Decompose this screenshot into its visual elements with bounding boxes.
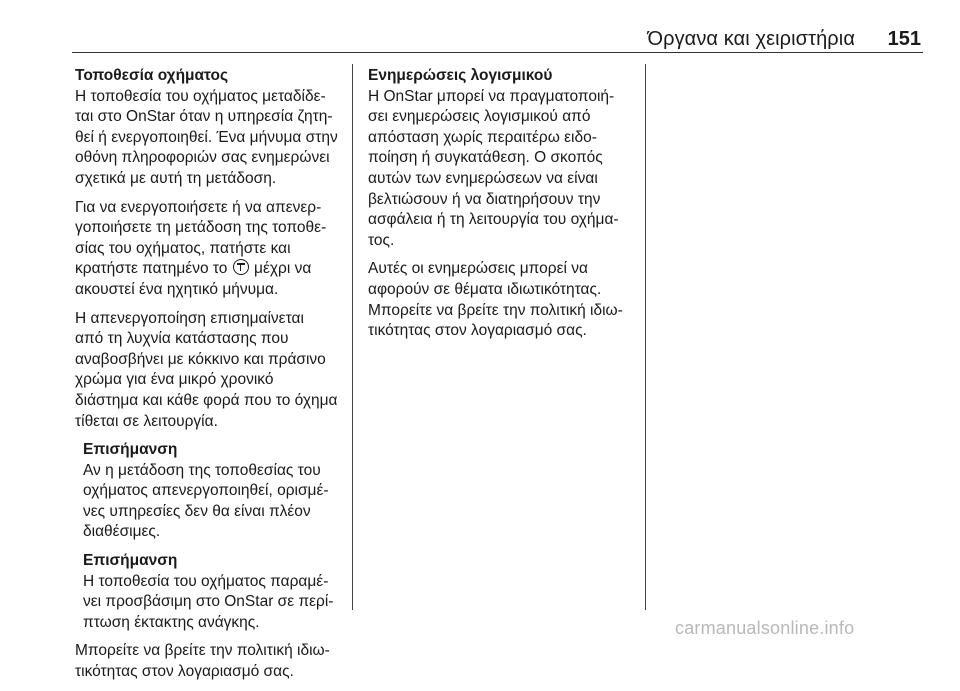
text-line: αυτών των ενημερώσεων να είναι (368, 169, 598, 187)
text-line: Η OnStar μπορεί να πραγματοποιή‐ (368, 87, 615, 105)
text-line: ποίηση ή συγκατάθεση. Ο σκοπός (368, 149, 603, 167)
text-line: τος. (368, 231, 395, 249)
text-line: βελτιώσουν ή να διατηρήσουν την (368, 190, 601, 208)
paragraph (75, 87, 347, 190)
section-title-vehicle-location: Τοποθεσία οχήματος (75, 67, 229, 84)
text-line: Μπορείτε να βρείτε την πολιτική ιδιω‐ (75, 642, 330, 660)
left-column (75, 66, 347, 691)
note-title: Επισήμανση (83, 441, 178, 459)
text-line: τικότητας στον λογαριασμό σας. (75, 663, 294, 681)
paragraph (368, 87, 640, 252)
onstar-privacy-icon (233, 259, 249, 275)
text-line: σχετικά με αυτή τη μετάδοση. (75, 169, 277, 187)
paragraph (75, 309, 347, 433)
text-line: οθόνη πληροφοριών σας ενημερώνει (75, 149, 330, 167)
text-line: Αυτές οι ενημερώσεις μπορεί να (368, 260, 588, 278)
text-line: Μπορείτε να βρείτε την πολιτική ιδιω‐ (368, 301, 623, 319)
paragraph (75, 198, 347, 301)
note-box (83, 551, 347, 633)
text-line: ασφάλεια ή τη λειτουργία του οχήμα‐ (368, 211, 619, 229)
text-line: γοποιήσετε τη μετάδοση της τοποθε‐ (75, 219, 327, 237)
text-line: χρώμα για ένα μικρό χρονικό (75, 371, 274, 389)
note-title: Επισήμανση (83, 552, 178, 570)
text-line: ακουστεί ένα ηχητικό μήνυμα. (75, 280, 279, 298)
paragraph (75, 641, 347, 682)
page-header (72, 26, 923, 53)
text-line: αφορούν σε θέματα ιδιωτικότητας. (368, 280, 602, 298)
text-line: Η απενεργοποίηση επισημαίνεται (75, 309, 304, 327)
text-line: διαθέσιμες. (83, 523, 161, 541)
text-line: νει προσβάσιμη στο OnStar σε περί‐ (83, 593, 334, 611)
text-line: οχήματος απενεργοποιηθεί, ορισμέ‐ (83, 482, 329, 500)
text-line: Αν η μετάδοση της τοποθεσίας του (83, 461, 321, 479)
text-line: θεί ή ενεργοποιηθεί. Ένα μήνυμα στην (75, 128, 338, 146)
right-column (368, 66, 640, 350)
text-line: Η τοποθεσία του οχήματος μεταδίδε‐ (75, 87, 326, 105)
text-line: από τη λυχνία κατάστασης που (75, 330, 289, 348)
text-line: αναβοσβήνει με κόκκινο και πράσινο (75, 350, 326, 368)
text-line: διάστημα και κάθε φορά που το όχημα (75, 391, 338, 409)
column-divider (352, 64, 353, 610)
text-line: νες υπηρεσίες δεν θα είναι πλέον (83, 502, 311, 520)
column-divider (645, 64, 646, 610)
text-fragment: κρατήστε πατημένο το (75, 260, 228, 278)
text-line: Η τοποθεσία του οχήματος παραμέ‐ (83, 572, 329, 590)
page-number: 151 (887, 28, 921, 50)
text-line: σίας του οχήματος, πατήστε και (75, 239, 291, 257)
header-title: Όργανα και χειριστήρια (647, 28, 855, 50)
text-line: ται στο OnStar όταν η υπηρεσία ζητη‐ (75, 108, 333, 126)
text-line: πτωση έκτακτης ανάγκης. (83, 613, 260, 631)
text-line (75, 259, 347, 280)
note-box (83, 440, 347, 543)
text-fragment: μέχρι να (254, 260, 312, 278)
text-line: σει ενημερώσεις λογισμικού από (368, 108, 591, 126)
text-line: απόσταση χωρίς περαιτέρω ειδο‐ (368, 128, 597, 146)
text-line: Για να ενεργοποιήσετε ή να απενερ‐ (75, 198, 322, 216)
watermark: carmanualsonline.info (675, 618, 855, 638)
section-title-software-updates: Ενημερώσεις λογισμικού (368, 67, 553, 84)
text-line: τικότητας στον λογαριασμό σας. (368, 322, 587, 340)
paragraph (368, 259, 640, 341)
text-line: τίθεται σε λειτουργία. (75, 412, 218, 430)
